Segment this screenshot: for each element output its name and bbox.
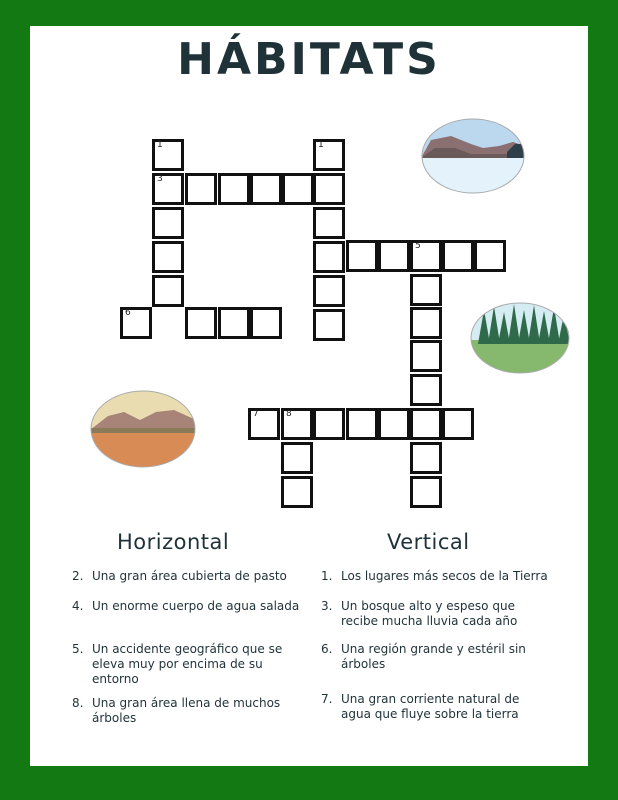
crossword-cell[interactable] [346,240,378,272]
clue-text: Los lugares más secos de la Tierra [341,569,548,583]
crossword-cell[interactable] [410,442,442,474]
clue-number-label: 1 [157,140,163,150]
crossword-cell[interactable] [218,173,250,205]
clue-number: 1. [321,569,333,583]
crossword-cell[interactable] [410,274,442,306]
crossword-cell[interactable] [152,207,184,239]
crossword-cell[interactable] [250,173,282,205]
crossword-cell[interactable] [410,476,442,508]
crossword-cell[interactable] [410,240,442,272]
crossword-cell[interactable] [410,408,442,440]
clue-text: Un accidente geográfico que se eleva muy por encima de su entorno [92,642,283,686]
crossword-cell[interactable] [281,408,313,440]
clue-number: 6. [321,642,333,656]
crossword-cell[interactable] [410,340,442,372]
clue-text: Una región grande y estéril sin árboles [341,642,526,671]
clue-text: Una gran área cubierta de pasto [92,569,287,583]
clue-number-label: 3 [157,174,163,184]
crossword-cell[interactable] [185,173,217,205]
crossword-cell[interactable] [313,241,345,273]
clue-number: 2. [72,569,84,583]
crossword-cell[interactable] [281,442,313,474]
crossword-cell[interactable] [378,408,410,440]
clue-text: Un bosque alto y espeso que recibe mucha lluvia cada año [341,599,518,628]
clue-number: 7. [321,692,333,706]
crossword-cell[interactable] [248,408,280,440]
crossword-cell[interactable] [313,309,345,341]
crossword-cell[interactable] [313,275,345,307]
crossword-cell[interactable] [442,408,474,440]
clue-number-label: 6 [125,308,131,318]
crossword-cell[interactable] [185,307,217,339]
crossword-cell[interactable] [120,307,152,339]
crossword-cell[interactable] [250,307,282,339]
crossword-cell[interactable] [152,173,184,205]
clue-number: 3. [321,599,333,613]
crossword-cell[interactable] [313,207,345,239]
crossword-cell[interactable] [410,307,442,339]
clue-text: Una gran área llena de muchos árboles [92,696,281,725]
vertical-heading: Vertical [387,530,470,554]
crossword-cell[interactable] [313,408,345,440]
crossword-cell[interactable] [282,173,314,205]
crossword-cell[interactable] [152,241,184,273]
crossword-cell[interactable] [346,408,378,440]
forest-picture [470,302,570,374]
crossword-cell[interactable] [313,173,345,205]
clue-number-label: 7 [253,409,259,419]
clue-text: Un enorme cuerpo de agua salada [92,599,300,613]
clue-number: 5. [72,642,84,656]
crossword-cell[interactable] [152,275,184,307]
crossword-cell[interactable] [442,240,474,272]
horizontal-heading: Horizontal [117,530,230,554]
clue-text: Una gran corriente natural de agua que fluye sobre la tierra [341,692,520,721]
crossword-cell[interactable] [152,139,184,171]
clue-number-label: 5 [415,241,421,251]
crossword-cell[interactable] [218,307,250,339]
page-title: HÁBITATS [177,34,441,85]
lake-picture [421,118,525,194]
clue-number-label: 8 [286,409,292,419]
crossword-cell[interactable] [410,374,442,406]
clue-number-label: 1 [318,140,324,150]
clue-number: 4. [72,599,84,613]
crossword-cell[interactable] [281,476,313,508]
crossword-cell[interactable] [313,139,345,171]
desert-picture [90,390,196,468]
crossword-cell[interactable] [378,240,410,272]
clue-number: 8. [72,696,84,710]
crossword-cell[interactable] [474,240,506,272]
